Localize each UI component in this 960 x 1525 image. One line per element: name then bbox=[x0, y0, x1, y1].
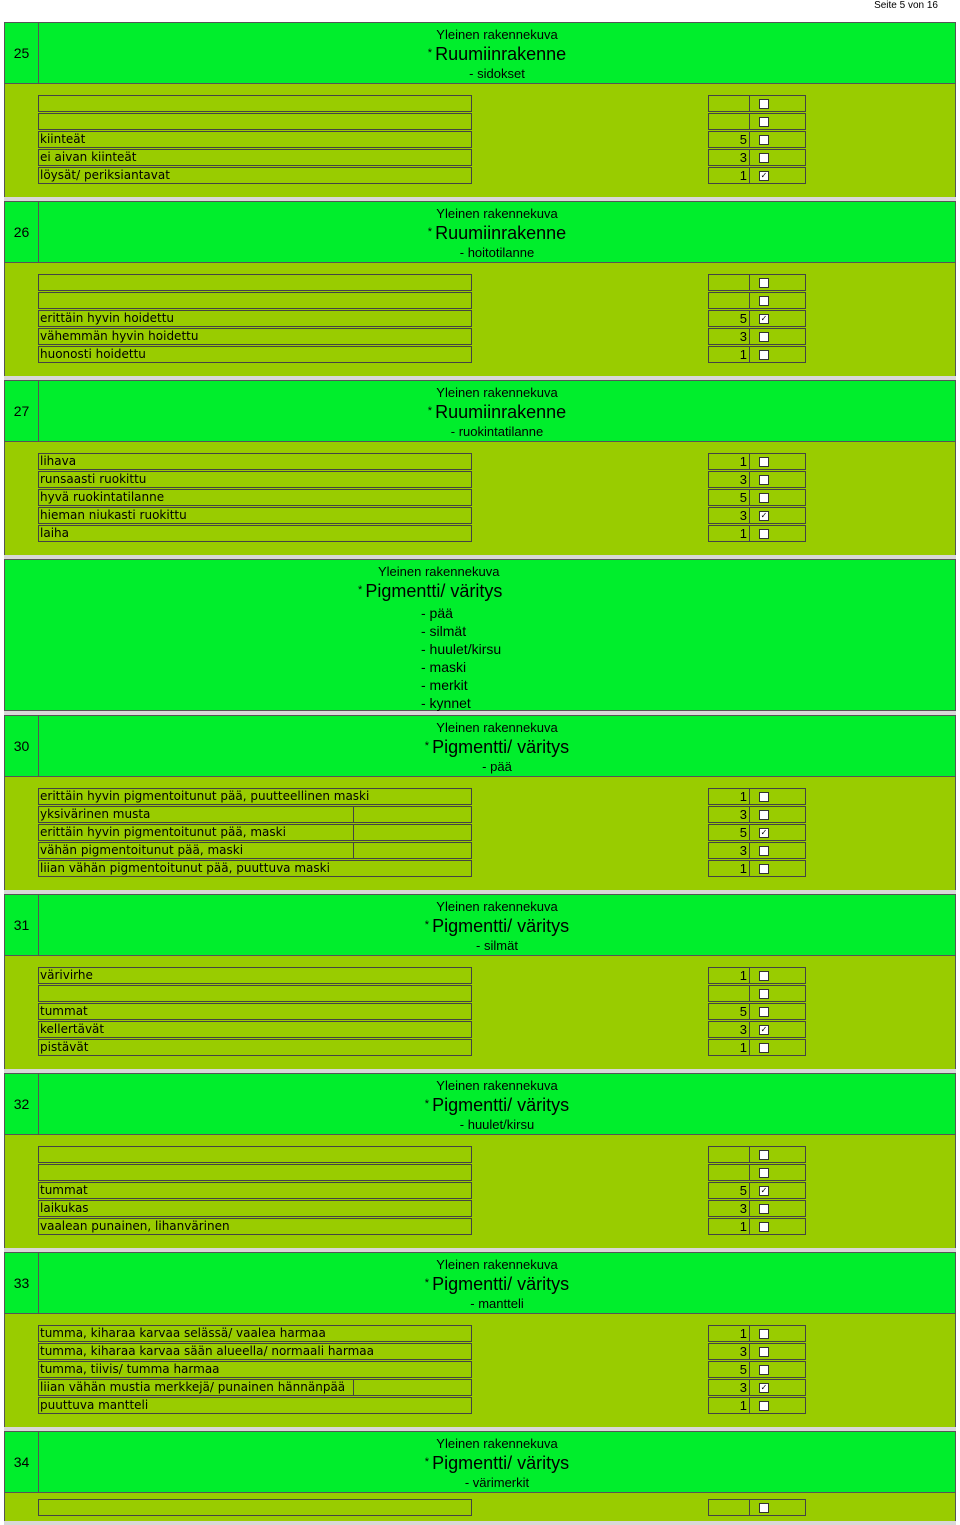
criterion-header bbox=[4, 22, 956, 84]
option-label: kellertävät bbox=[38, 1021, 472, 1038]
criterion-title bbox=[39, 1095, 955, 1116]
option-row bbox=[38, 346, 808, 363]
option-row bbox=[38, 1146, 808, 1163]
criterion-number: 33 bbox=[5, 1253, 39, 1313]
criterion-subtitle: - hoitotilanne bbox=[459, 245, 535, 260]
option-row bbox=[38, 1182, 808, 1199]
sub-criterion-item: - silmät bbox=[421, 623, 467, 639]
checkbox-icon[interactable] bbox=[759, 1401, 769, 1411]
option-label: tumma, kiharaa karvaa selässä/ vaalea harmaa bbox=[38, 1325, 472, 1342]
option-label: runsaasti ruokittu bbox=[38, 471, 472, 488]
score-cell bbox=[708, 788, 806, 805]
criterion-number: 26 bbox=[5, 202, 39, 262]
score-cell bbox=[708, 1361, 806, 1378]
option-label: erittäin hyvin pigmentoitunut pää, puutteellinen maski bbox=[38, 788, 472, 805]
sub-criterion-item: - merkit bbox=[421, 677, 468, 693]
checkbox-icon[interactable] bbox=[759, 864, 769, 874]
checkbox-icon[interactable] bbox=[759, 1329, 769, 1339]
score-value: 1 bbox=[739, 526, 747, 541]
page-number: Seite 5 von 16 bbox=[874, 0, 938, 11]
criterion-title-text: Ruumiinrakenne bbox=[435, 223, 567, 243]
sub-criterion-item: - huulet/kirsu bbox=[421, 641, 502, 657]
option-label: huonosti hoidettu bbox=[38, 346, 472, 363]
checked-checkbox-icon[interactable]: ✓ bbox=[760, 511, 768, 520]
checkbox-icon[interactable] bbox=[759, 278, 769, 288]
criterion-title-text: Pigmentti/ väritys bbox=[432, 916, 570, 936]
checked-checkbox-icon[interactable]: ✓ bbox=[760, 828, 768, 837]
criterion-number: 25 bbox=[5, 23, 39, 83]
option-label: vähemmän hyvin hoidettu bbox=[38, 328, 472, 345]
score-value: 5 bbox=[739, 1183, 747, 1198]
score-cell bbox=[708, 1343, 806, 1360]
checkbox-icon[interactable] bbox=[759, 1222, 769, 1232]
checkbox-icon[interactable] bbox=[759, 1503, 769, 1513]
checkbox-icon[interactable] bbox=[759, 529, 769, 539]
category-label: Yleinen rakennekuva bbox=[436, 899, 558, 914]
score-value: 3 bbox=[739, 1022, 747, 1037]
option-label bbox=[38, 985, 472, 1002]
criterion-header bbox=[4, 201, 956, 263]
criterion-title-cell bbox=[39, 381, 955, 441]
checkbox-icon[interactable] bbox=[759, 846, 769, 856]
option-label: erittäin hyvin pigmentoitunut pää, maski bbox=[38, 824, 472, 841]
checkbox-icon[interactable] bbox=[759, 475, 769, 485]
score-value: 1 bbox=[739, 789, 747, 804]
asterisk-icon: * bbox=[427, 405, 436, 417]
checkbox-icon[interactable] bbox=[759, 350, 769, 360]
option-label bbox=[38, 95, 472, 112]
score-cell bbox=[708, 1397, 806, 1414]
criterion-title bbox=[39, 402, 955, 423]
score-cell bbox=[708, 471, 806, 488]
score-value: 1 bbox=[739, 1398, 747, 1413]
option-label: tummat bbox=[38, 1003, 472, 1020]
checkbox-icon[interactable] bbox=[759, 989, 769, 999]
options-area bbox=[4, 263, 956, 376]
option-label: liian vähän mustia merkkejä/ punainen hännänpää bbox=[38, 1379, 472, 1396]
criterion-title-cell bbox=[39, 202, 955, 262]
score-value: 3 bbox=[739, 843, 747, 858]
score-cell bbox=[708, 806, 806, 823]
score-cell bbox=[708, 131, 806, 148]
score-cell bbox=[708, 1379, 806, 1396]
score-cell bbox=[708, 328, 806, 345]
score-value: 1 bbox=[739, 454, 747, 469]
options-area bbox=[4, 956, 956, 1069]
criterion-title-text: Pigmentti/ väritys bbox=[432, 1095, 570, 1115]
option-row bbox=[38, 1003, 808, 1020]
option-row bbox=[38, 167, 808, 184]
score-cell bbox=[708, 113, 806, 130]
checked-checkbox-icon[interactable]: ✓ bbox=[760, 171, 768, 180]
criterion-title bbox=[39, 1274, 955, 1295]
score-cell bbox=[708, 489, 806, 506]
criterion-title-text: Pigmentti/ väritys bbox=[365, 581, 503, 601]
criterion-section bbox=[4, 1431, 956, 1525]
score-cell bbox=[708, 453, 806, 470]
option-label bbox=[38, 1146, 472, 1163]
option-label bbox=[38, 113, 472, 130]
options-area bbox=[4, 1314, 956, 1427]
criterion-subtitle: - silmät bbox=[476, 938, 518, 953]
score-value: 1 bbox=[739, 1040, 747, 1055]
score-value: 5 bbox=[739, 490, 747, 505]
score-cell bbox=[708, 310, 806, 327]
criterion-number: 27 bbox=[5, 381, 39, 441]
score-value: 3 bbox=[739, 807, 747, 822]
asterisk-icon: * bbox=[427, 226, 436, 238]
sub-criterion-item: - kynnet bbox=[421, 695, 471, 711]
criterion-title-cell bbox=[39, 23, 955, 83]
score-value: 5 bbox=[739, 132, 747, 147]
options-area bbox=[4, 777, 956, 890]
option-label: tumma, tiivis/ tumma harmaa bbox=[38, 1361, 472, 1378]
category-label: Yleinen rakennekuva bbox=[436, 27, 558, 42]
criterion-title-cell bbox=[39, 1074, 955, 1134]
checkbox-icon[interactable] bbox=[759, 117, 769, 127]
option-label: värivirhe bbox=[38, 967, 472, 984]
score-cell bbox=[708, 167, 806, 184]
checkbox-icon[interactable] bbox=[759, 1168, 769, 1178]
option-row bbox=[38, 525, 808, 542]
option-label: kiinteät bbox=[38, 131, 472, 148]
option-row bbox=[38, 1499, 808, 1516]
score-cell bbox=[708, 1021, 806, 1038]
option-label bbox=[38, 274, 472, 291]
option-row bbox=[38, 328, 808, 345]
category-label: Yleinen rakennekuva bbox=[436, 1436, 558, 1451]
criterion-section bbox=[4, 559, 956, 715]
checkbox-icon[interactable] bbox=[759, 135, 769, 145]
checked-checkbox-icon[interactable]: ✓ bbox=[760, 1383, 768, 1392]
score-cell bbox=[708, 860, 806, 877]
criterion-title bbox=[39, 916, 955, 937]
score-cell bbox=[708, 967, 806, 984]
option-label: ei aivan kiinteät bbox=[38, 149, 472, 166]
criterion-number: 32 bbox=[5, 1074, 39, 1134]
option-row bbox=[38, 788, 808, 805]
score-cell bbox=[708, 1499, 806, 1516]
score-cell bbox=[708, 274, 806, 291]
criterion-title-cell bbox=[38, 560, 955, 710]
option-label: vähän pigmentoitunut pää, maski bbox=[38, 842, 472, 859]
page-header bbox=[0, 0, 960, 18]
criterion-title-cell bbox=[39, 1432, 955, 1492]
option-row bbox=[38, 1164, 808, 1181]
category-label: Yleinen rakennekuva bbox=[378, 564, 500, 579]
option-label: hieman niukasti ruokittu bbox=[38, 507, 472, 524]
option-label: tummat bbox=[38, 1182, 472, 1199]
option-label: erittäin hyvin hoidettu bbox=[38, 310, 472, 327]
score-value: 5 bbox=[739, 825, 747, 840]
score-value: 1 bbox=[739, 861, 747, 876]
score-value: 1 bbox=[739, 1326, 747, 1341]
criterion-section bbox=[4, 1252, 956, 1431]
score-cell bbox=[708, 1003, 806, 1020]
option-row bbox=[38, 1039, 808, 1056]
criterion-subtitle: - huulet/kirsu bbox=[459, 1117, 535, 1132]
criterion-header bbox=[4, 715, 956, 777]
checkbox-icon[interactable] bbox=[759, 493, 769, 503]
option-row bbox=[38, 310, 808, 327]
score-cell bbox=[708, 824, 806, 841]
score-value: 3 bbox=[739, 1380, 747, 1395]
option-row bbox=[38, 1379, 808, 1396]
option-row bbox=[38, 860, 808, 877]
criterion-title-cell bbox=[39, 895, 955, 955]
checkbox-icon[interactable] bbox=[759, 810, 769, 820]
score-value: 5 bbox=[739, 311, 747, 326]
option-label: laiha bbox=[38, 525, 472, 542]
option-label: laikukas bbox=[38, 1200, 472, 1217]
asterisk-icon: * bbox=[424, 1277, 433, 1289]
score-cell bbox=[708, 292, 806, 309]
option-label: liian vähän pigmentoitunut pää, puuttuva maski bbox=[38, 860, 472, 877]
category-label: Yleinen rakennekuva bbox=[436, 1257, 558, 1272]
criterion-section bbox=[4, 201, 956, 380]
option-row bbox=[38, 806, 808, 823]
asterisk-icon: * bbox=[358, 584, 366, 596]
sub-criterion-item: - maski bbox=[421, 659, 467, 675]
criterion-subtitle: - pää bbox=[482, 759, 512, 774]
option-row bbox=[38, 1218, 808, 1235]
criterion-number: 34 bbox=[5, 1432, 39, 1492]
score-value: 3 bbox=[739, 1201, 747, 1216]
criterion-title-text: Pigmentti/ väritys bbox=[432, 1453, 570, 1473]
criterion-number: 31 bbox=[5, 895, 39, 955]
checkbox-icon[interactable] bbox=[759, 99, 769, 109]
option-row bbox=[38, 1343, 808, 1360]
option-label: tumma, kiharaa karvaa sään alueella/ normaali harmaa bbox=[38, 1343, 472, 1360]
criterion-subtitle: - värimerkit bbox=[464, 1475, 530, 1490]
score-cell bbox=[708, 842, 806, 859]
options-area bbox=[4, 84, 956, 197]
criterion-title-text: Ruumiinrakenne bbox=[435, 402, 567, 422]
option-label: pistävät bbox=[38, 1039, 472, 1056]
option-row bbox=[38, 292, 808, 309]
checkbox-icon[interactable] bbox=[759, 1365, 769, 1375]
criterion-title-cell bbox=[39, 716, 955, 776]
criterion-subtitle: - mantteli bbox=[470, 1296, 524, 1311]
option-row bbox=[38, 149, 808, 166]
score-cell bbox=[708, 525, 806, 542]
option-row bbox=[38, 824, 808, 841]
checkbox-icon[interactable] bbox=[759, 1150, 769, 1160]
asterisk-icon: * bbox=[424, 1098, 433, 1110]
criterion-number: 30 bbox=[5, 716, 39, 776]
checkbox-icon[interactable] bbox=[759, 1347, 769, 1357]
criterion-title-text: Ruumiinrakenne bbox=[435, 44, 567, 64]
score-cell bbox=[708, 1182, 806, 1199]
option-row bbox=[38, 1397, 808, 1414]
score-value: 3 bbox=[739, 508, 747, 523]
asterisk-icon: * bbox=[424, 919, 433, 931]
criterion-subtitle: - ruokintatilanne bbox=[450, 424, 544, 439]
checkbox-icon[interactable] bbox=[759, 1204, 769, 1214]
score-cell bbox=[708, 1146, 806, 1163]
score-value: 1 bbox=[739, 347, 747, 362]
criterion-header bbox=[4, 559, 956, 711]
score-value: 1 bbox=[739, 968, 747, 983]
option-row bbox=[38, 131, 808, 148]
criterion-subtitle: - sidokset bbox=[469, 66, 525, 81]
score-cell bbox=[708, 1218, 806, 1235]
option-label bbox=[38, 1499, 472, 1516]
evaluation-form bbox=[4, 22, 956, 1525]
criterion-title bbox=[358, 581, 502, 602]
option-label: hyvä ruokintatilanne bbox=[38, 489, 472, 506]
checkbox-icon[interactable] bbox=[759, 792, 769, 802]
checkbox-icon[interactable] bbox=[759, 296, 769, 306]
options-area bbox=[4, 1135, 956, 1248]
score-cell bbox=[708, 1039, 806, 1056]
options-area bbox=[4, 1493, 956, 1521]
option-label: yksivärinen musta bbox=[38, 806, 472, 823]
criterion-header bbox=[4, 894, 956, 956]
checkbox-icon[interactable] bbox=[759, 1007, 769, 1017]
option-row bbox=[38, 113, 808, 130]
criterion-title bbox=[39, 44, 955, 65]
option-row bbox=[38, 274, 808, 291]
criterion-section bbox=[4, 22, 956, 201]
options-area bbox=[4, 442, 956, 555]
sub-criteria-list bbox=[421, 604, 501, 712]
option-label: löysät/ periksiantavat bbox=[38, 167, 472, 184]
option-row bbox=[38, 842, 808, 859]
criterion-section bbox=[4, 894, 956, 1073]
checked-checkbox-icon[interactable]: ✓ bbox=[760, 314, 768, 323]
criterion-title-text: Pigmentti/ väritys bbox=[432, 737, 570, 757]
option-row bbox=[38, 471, 808, 488]
score-cell bbox=[708, 1325, 806, 1342]
criterion-header bbox=[4, 1073, 956, 1135]
option-row bbox=[38, 1021, 808, 1038]
score-value: 1 bbox=[739, 1219, 747, 1234]
score-cell bbox=[708, 507, 806, 524]
score-cell bbox=[708, 1164, 806, 1181]
score-cell bbox=[708, 1200, 806, 1217]
score-value: 3 bbox=[739, 1344, 747, 1359]
criterion-title bbox=[39, 223, 955, 244]
option-label: puuttuva mantteli bbox=[38, 1397, 472, 1414]
sub-criterion-item: - pää bbox=[421, 605, 453, 621]
criterion-section bbox=[4, 715, 956, 894]
option-row bbox=[38, 1325, 808, 1342]
option-label: lihava bbox=[38, 453, 472, 470]
checked-checkbox-icon[interactable]: ✓ bbox=[760, 1186, 768, 1195]
score-cell bbox=[708, 985, 806, 1002]
checkbox-icon[interactable] bbox=[759, 971, 769, 981]
option-row bbox=[38, 453, 808, 470]
option-row bbox=[38, 95, 808, 112]
option-label bbox=[38, 292, 472, 309]
criterion-title bbox=[39, 737, 955, 758]
checkbox-icon[interactable] bbox=[759, 457, 769, 467]
checkbox-icon[interactable] bbox=[759, 332, 769, 342]
asterisk-icon: * bbox=[424, 740, 433, 752]
criterion-title-cell bbox=[39, 1253, 955, 1313]
asterisk-icon: * bbox=[427, 47, 436, 59]
option-row bbox=[38, 1200, 808, 1217]
score-value: 3 bbox=[739, 472, 747, 487]
criterion-header bbox=[4, 380, 956, 442]
criterion-title-text: Pigmentti/ väritys bbox=[432, 1274, 570, 1294]
criterion-header bbox=[4, 1431, 956, 1493]
score-value: 5 bbox=[739, 1362, 747, 1377]
score-cell bbox=[708, 95, 806, 112]
criterion-header bbox=[4, 1252, 956, 1314]
option-row bbox=[38, 1361, 808, 1378]
category-label: Yleinen rakennekuva bbox=[436, 206, 558, 221]
category-label: Yleinen rakennekuva bbox=[436, 385, 558, 400]
score-cell bbox=[708, 149, 806, 166]
category-label: Yleinen rakennekuva bbox=[436, 720, 558, 735]
criterion-title bbox=[39, 1453, 955, 1474]
criterion-section bbox=[4, 380, 956, 559]
checked-checkbox-icon[interactable]: ✓ bbox=[760, 1025, 768, 1034]
score-cell bbox=[708, 346, 806, 363]
option-row bbox=[38, 489, 808, 506]
option-row bbox=[38, 967, 808, 984]
option-row bbox=[38, 985, 808, 1002]
score-value: 1 bbox=[739, 168, 747, 183]
option-label bbox=[38, 1164, 472, 1181]
category-label: Yleinen rakennekuva bbox=[436, 1078, 558, 1093]
asterisk-icon: * bbox=[424, 1456, 433, 1468]
score-value: 5 bbox=[739, 1004, 747, 1019]
checkbox-icon[interactable] bbox=[759, 1043, 769, 1053]
checkbox-icon[interactable] bbox=[759, 153, 769, 163]
score-value: 3 bbox=[739, 329, 747, 344]
criterion-number bbox=[5, 560, 38, 710]
option-label: vaalean punainen, lihanvärinen bbox=[38, 1218, 472, 1235]
score-value: 3 bbox=[739, 150, 747, 165]
option-row bbox=[38, 507, 808, 524]
criterion-section bbox=[4, 1073, 956, 1252]
